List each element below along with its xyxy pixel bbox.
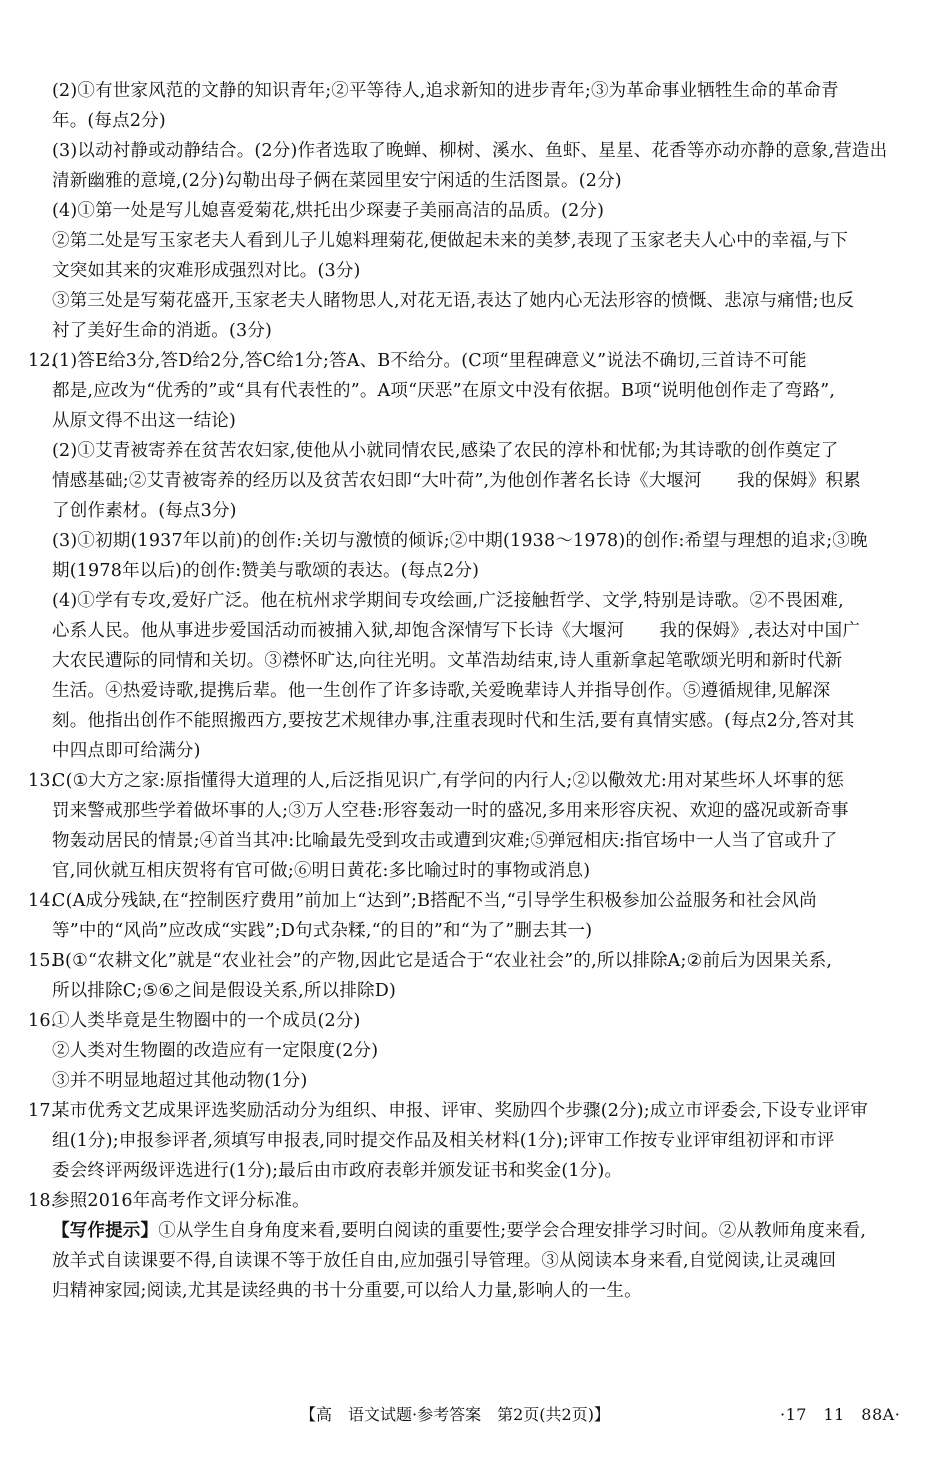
text-line: 组(1分);申报参评者,须填写申报表,同时提交作品及相关材料(1分);评审工作按专业评审组初评和市评 bbox=[52, 1131, 835, 1151]
text-line: 期(1978年以后)的创作:赞美与歌颂的表达。(每点2分) bbox=[52, 561, 480, 581]
writing-tip-line bbox=[52, 1216, 912, 1246]
text-line: 衬了美好生命的消逝。(3分) bbox=[52, 321, 273, 341]
text-line: 官,同伙就互相庆贺将有官可做;⑥明日黄花:多比喻过时的事物或消息) bbox=[52, 861, 591, 881]
text-line: 了创作素材。(每点3分) bbox=[52, 501, 237, 521]
text-line: 委会终评两级评选进行(1分);最后由市政府表彰并颁发证书和奖金(1分)。 bbox=[52, 1161, 623, 1181]
question-number: 18. bbox=[28, 1191, 57, 1211]
text-line: 中四点即可给满分) bbox=[52, 741, 201, 761]
text-line: 心系人民。他从事进步爱国活动而被捕入狱,却饱含深情写下长诗《大堰河 我的保姆》,表达对中国广 bbox=[52, 621, 861, 641]
text-line: 生活。④热爱诗歌,提携后辈。他一生创作了许多诗歌,关爱晚辈诗人并指导创作。⑤遵循规律,见解深 bbox=[52, 681, 831, 701]
text-line: 年。(每点2分) bbox=[52, 111, 166, 131]
text-line: (4)①学有专攻,爱好广泛。他在杭州求学期间专攻绘画,广泛接触哲学、文学,特别是诗歌。②不畏困难, bbox=[52, 591, 844, 611]
text-line: 从原文得不出这一结论) bbox=[52, 411, 237, 431]
text-line: ①人类毕竟是生物圈中的一个成员(2分) bbox=[52, 1011, 361, 1031]
text-line: B(①“农耕文化”就是“农业社会”的产物,因此它是适合于“农业社会”的,所以排除A;②前后为因果关系, bbox=[52, 951, 833, 971]
question-number: 16. bbox=[28, 1011, 57, 1031]
text-line: 文突如其来的灾难形成强烈对比。(3分) bbox=[52, 261, 361, 281]
page-footer: 【高 语文试题·参考答案 第2页(共2页)】 bbox=[300, 1405, 610, 1424]
text-line: 归精神家园;阅读,尤其是读经典的书十分重要,可以给人力量,影响人的一生。 bbox=[52, 1281, 642, 1301]
question-number: 17. bbox=[28, 1101, 57, 1121]
question-number: 13. bbox=[28, 771, 57, 791]
text-line: 参照2016年高考作文评分标准。 bbox=[52, 1191, 310, 1211]
text-line: 等”中的“风尚”应改成“实践”;D句式杂糅,“的目的”和“为了”删去其一) bbox=[52, 921, 593, 941]
text-line: 清新幽雅的意境,(2分)勾勒出母子俩在菜园里安宁闲适的生活图景。(2分) bbox=[52, 171, 622, 191]
text-line: 大农民遭际的同情和关切。③襟怀旷达,向往光明。文革浩劫结束,诗人重新拿起笔歌颂光明和新时代新 bbox=[52, 651, 843, 671]
writing-tip-text: ①从学生自身角度来看,要明白阅读的重要性;要学会合理安排学习时间。②从教师角度来看, bbox=[158, 1221, 867, 1241]
text-line: ③并不明显地超过其他动物(1分) bbox=[52, 1071, 308, 1091]
text-line: C(A成分残缺,在“控制医疗费用”前加上“达到”;B搭配不当,“引导学生积极参加公益服务和社会风尚 bbox=[52, 891, 817, 911]
exam-code: ·17 11 88A· bbox=[780, 1405, 901, 1424]
text-line: 所以排除C;⑤⑥之间是假设关系,所以排除D) bbox=[52, 981, 396, 1001]
text-line: 情感基础;②艾青被寄养的经历以及贫苦农妇即“大叶荷”,为他创作著名长诗《大堰河 我的保姆》积累 bbox=[52, 471, 861, 491]
text-line: 罚来警戒那些学着做坏事的人;③万人空巷:形容轰动一时的盛况,多用来形容庆祝、欢迎的盛况或新奇事 bbox=[52, 801, 849, 821]
text-line: (1)答E给3分,答D给2分,答C给1分;答A、B不给分。(C项“里程碑意义”说法不确切,三首诗不可能 bbox=[52, 351, 807, 371]
text-line: 刻。他指出创作不能照搬西方,要按艺术规律办事,注重表现时代和生活,要有真情实感。(每点2分,答对其 bbox=[52, 711, 855, 731]
writing-tip-label: 【写作提示】 bbox=[52, 1221, 159, 1241]
text-line: (4)①第一处是写儿媳喜爱菊花,烘托出少琛妻子美丽高洁的品质。(2分) bbox=[52, 201, 605, 221]
text-line: 某市优秀文艺成果评选奖励活动分为组织、申报、评审、奖励四个步骤(2分);成立市评委会,下设专业评审 bbox=[52, 1101, 869, 1121]
text-line: 物轰动居民的情景;④首当其冲:比喻最先受到攻击或遭到灾难;⑤弹冠相庆:指官场中一人当了官或升了 bbox=[52, 831, 838, 851]
text-line: ②人类对生物圈的改造应有一定限度(2分) bbox=[52, 1041, 379, 1061]
text-line: ②第二处是写玉家老夫人看到儿子儿媳料理菊花,便做起未来的美梦,表现了玉家老夫人心中的幸福,与下 bbox=[52, 231, 849, 251]
text-line: (2)①有世家风范的文静的知识青年;②平等待人,追求新知的进步青年;③为革命事业牺牲生命的革命青 bbox=[52, 81, 839, 101]
question-number: 12. bbox=[28, 351, 57, 371]
text-line: (3)以动衬静或动静结合。(2分)作者选取了晚蝉、柳树、溪水、鱼虾、星星、花香等亦动亦静的意象,营造出 bbox=[52, 141, 888, 161]
text-line: ③第三处是写菊花盛开,玉家老夫人睹物思人,对花无语,表达了她内心无法形容的愤慨、悲凉与痛惜;也反 bbox=[52, 291, 855, 311]
question-number: 15. bbox=[28, 951, 57, 971]
text-line: C(①大方之家:原指懂得大道理的人,后泛指见识广,有学问的内行人;②以儆效尤:用对某些坏人坏事的惩 bbox=[52, 771, 845, 791]
text-line: 放羊式自读课要不得,自读课不等于放任自由,应加强引导管理。③从阅读本身来看,自觉阅读,让灵魂回 bbox=[52, 1251, 837, 1271]
text-line: (3)①初期(1937年以前)的创作:关切与激愤的倾诉;②中期(1938～1978)的创作:希望与理想的追求;③晚 bbox=[52, 531, 868, 551]
text-line: 都是,应改为“优秀的”或“具有代表性的”。A项“厌恶”在原文中没有依据。B项“说明他创作走了弯路”, bbox=[52, 381, 836, 401]
text-line: (2)①艾青被寄养在贫苦农妇家,使他从小就同情农民,感染了农民的淳朴和忧郁;为其诗歌的创作奠定了 bbox=[52, 441, 839, 461]
question-number: 14. bbox=[28, 891, 57, 911]
